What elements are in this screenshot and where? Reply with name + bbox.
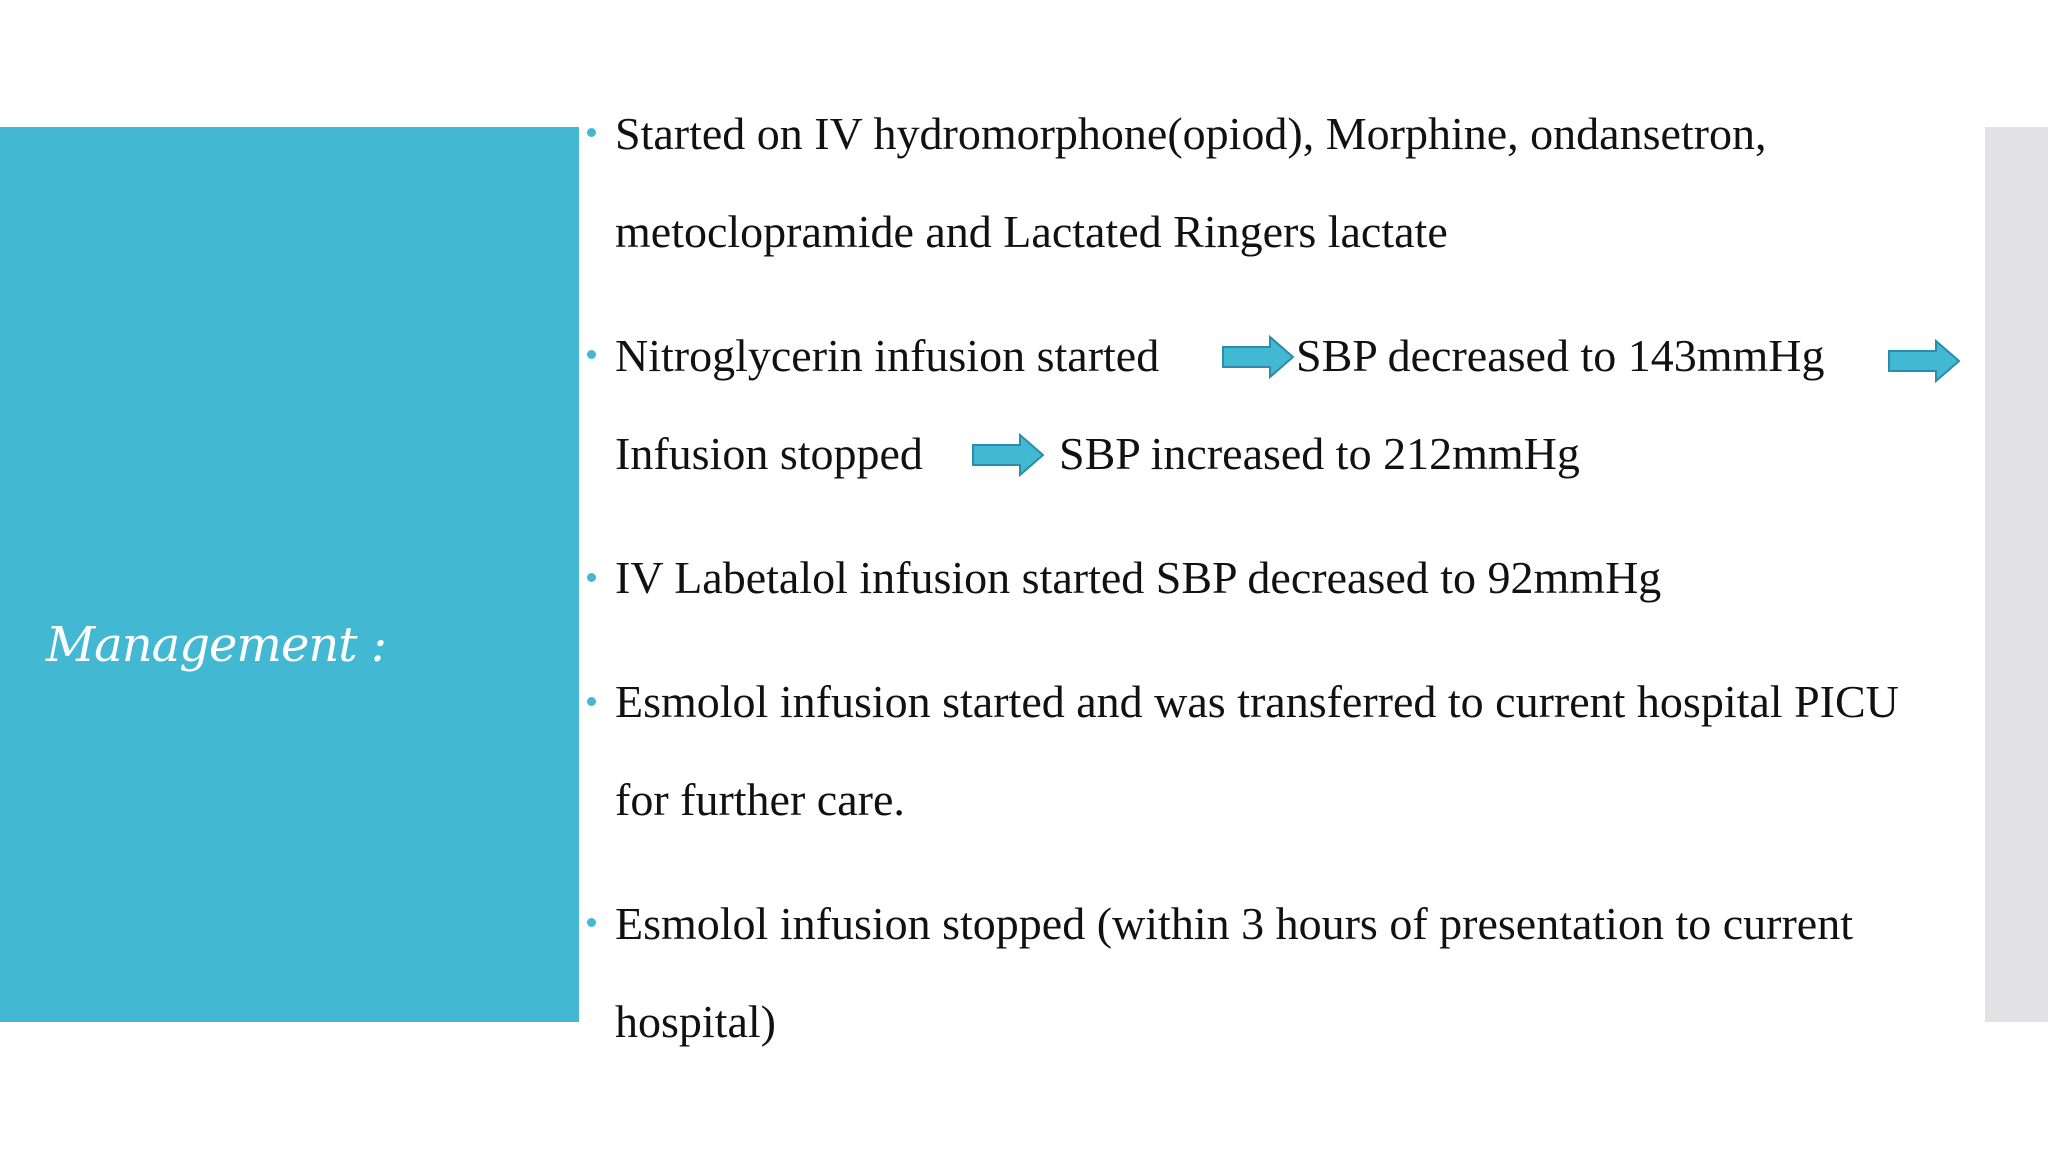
bullet-dot-icon: [587, 697, 596, 706]
bullet-dot-icon: [587, 573, 596, 582]
bullet-dot-icon: [587, 350, 596, 359]
bullet-5-line-1: Esmolol infusion stopped (within 3 hours of presentation to current: [615, 898, 1853, 949]
slide-title: Management :: [46, 617, 386, 673]
right-arrow-icon: [1222, 335, 1294, 379]
bullet-3-line-1: IV Labetalol infusion started SBP decreased to 92mmHg: [615, 552, 1662, 603]
bullet-2-text-infusion-stopped: Infusion stopped: [615, 428, 923, 479]
bullet-dot-icon: [587, 128, 596, 137]
right-arrow-icon: [972, 433, 1044, 477]
right-arrow-icon: [1888, 339, 1960, 383]
bullet-1-line-2: metoclopramide and Lactated Ringers lactate: [615, 206, 1448, 257]
bullet-list: [579, 0, 2048, 1152]
bullet-2-text-nitroglycerin: Nitroglycerin infusion started: [615, 330, 1160, 381]
bullet-dot-icon: [587, 918, 596, 927]
bullet-4-line-2: for further care.: [615, 774, 905, 825]
bullet-2-text-sbp-143: SBP decreased to 143mmHg: [1296, 330, 1825, 381]
bullet-2-line-1: [615, 330, 1160, 381]
bullet-5-line-2: hospital): [615, 996, 776, 1047]
bullet-4-line-1: Esmolol infusion started and was transferred to current hospital PICU: [615, 676, 1899, 727]
bullet-1-line-1: Started on IV hydromorphone(opiod), Morphine, ondansetron,: [615, 108, 1767, 159]
bullet-2-text-sbp-212: SBP increased to 212mmHg: [1059, 428, 1580, 479]
title-panel: [0, 127, 579, 1022]
